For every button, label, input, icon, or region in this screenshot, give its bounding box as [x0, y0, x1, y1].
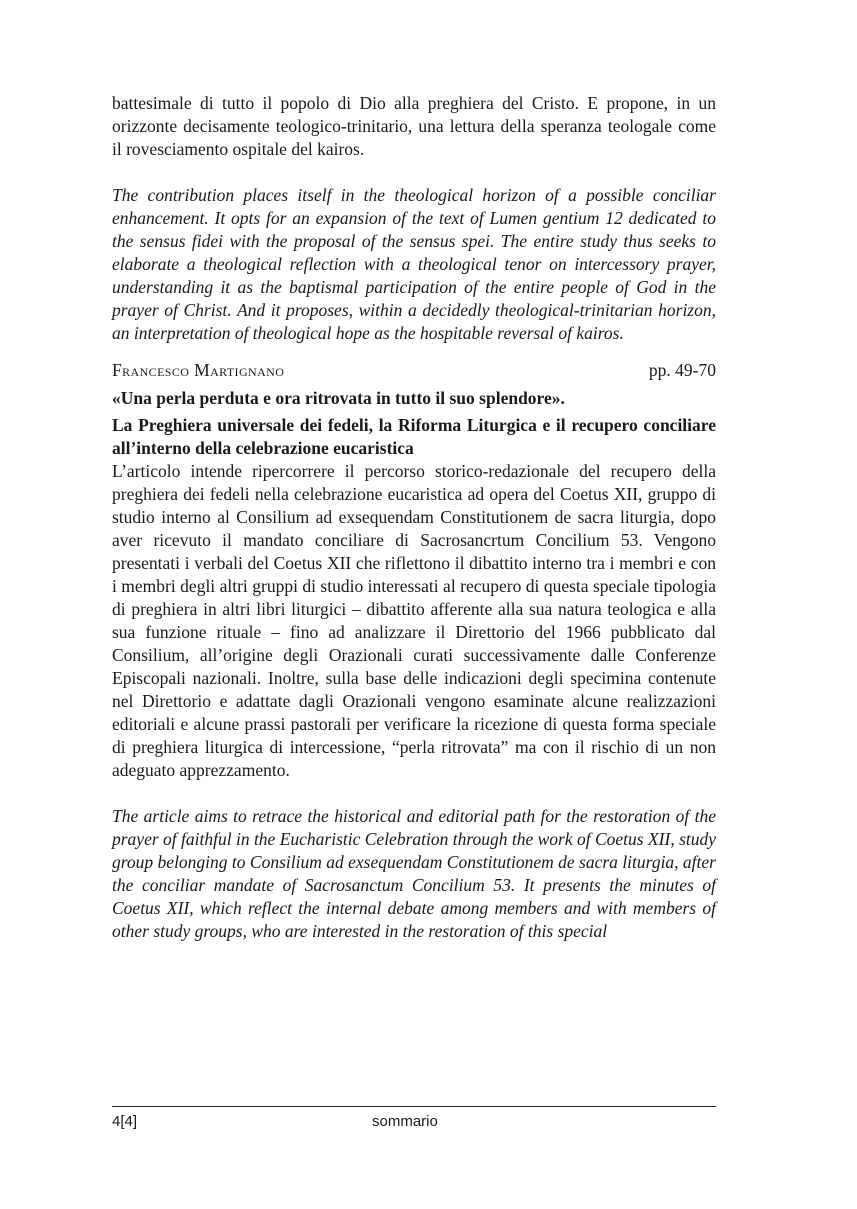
page-number: 4[4]: [112, 1113, 138, 1130]
entry-header: [112, 359, 716, 382]
entry-title: «Una perla perduta e ora ritrovata in tutto il suo splendore».: [112, 388, 565, 408]
entry-abstract-italian: L’articolo intende ripercorrere il percorso storico-redazionale del recupero della preghiera dei fedeli nella celebrazione eucaristica ad opera del Coetus XII, gruppo di studio interno al Consilium ad exsequendam Constitutionem de sacra liturgia, dopo aver ricevuto il mandato conciliare di Sacrosancrtum Concilium 53. Vengono presentati i verbali del Coetus XII che riflettono il dibattito interno tra i membri e con i membri degli altri gruppi di studio interessati al recupero di questa speciale tipologia di preghiera in altri libri liturgici – dibattito afferente alla sua natura teologica e alla sua funzione rituale – fino ad analizzare il Direttorio del 1966 pubblicato dal Consilium, all’origine degli Orazionali curati successivamente dalle Conferenze Episcopali nazionali. Inoltre, sulla base delle indicazioni degli specimina contenute nel Direttorio e adattate dagli Orazionali vengono esaminate alcune realizzazioni editoriali e alcune prassi pastorali per verificare la ricezione di questa forma speciale di preghiera liturgica di intercessione, “perla ritrovata” ma con il rischio di un non adeguato apprezzamento.: [112, 461, 716, 780]
entry-author: Francesco Martignano: [112, 360, 285, 380]
page-body: [112, 92, 716, 943]
paragraph-gap: [112, 782, 716, 805]
intro-english-paragraph: The contribution places itself in the theological horizon of a possible conciliar enhancement. It opts for an expansion of the text of Lumen gentium 12 dedicated to the sensus fidei with the proposal of the sensus spei. The entire study thus seeks to elaborate a theological reflection with a theological tenor on intercessory prayer, understanding it as the baptismal participation of the entire people of God in the prayer of Christ. And it proposes, within a decidedly theological-trinitarian horizon, an interpretation of theological hope as the hospitable reversal of kairos.: [112, 185, 716, 343]
intro-italian-paragraph: battesimale di tutto il popolo di Dio alla preghiera del Cristo. E propone, in un orizzonte decisamente teologico-trinitario, una lettura della speranza teologale come il rovesciamento ospitale del kairos.: [112, 93, 716, 159]
entry-subtitle: La Preghiera universale dei fedeli, la Riforma Liturgica e il recupero conciliare all’interno della celebrazione eucaristica: [112, 415, 716, 458]
paragraph-gap: [112, 161, 716, 184]
entry-abstract-english: The article aims to retrace the historical and editorial path for the restoration of the prayer of faithful in the Eucharistic Celebration through the work of Coetus XII, study group belonging to Consilium ad exsequendam Constitutionem de sacra liturgia, after the conciliar mandate of Sacrosanctum Concilium 53. It presents the minutes of Coetus XII, which reflect the internal debate among members and with members of other study groups, who are interested in the restoration of this special: [112, 806, 717, 941]
running-head: sommario: [372, 1113, 438, 1130]
page-footer: [112, 1106, 716, 1130]
entry-pages: pp. 49-70: [648, 360, 716, 380]
